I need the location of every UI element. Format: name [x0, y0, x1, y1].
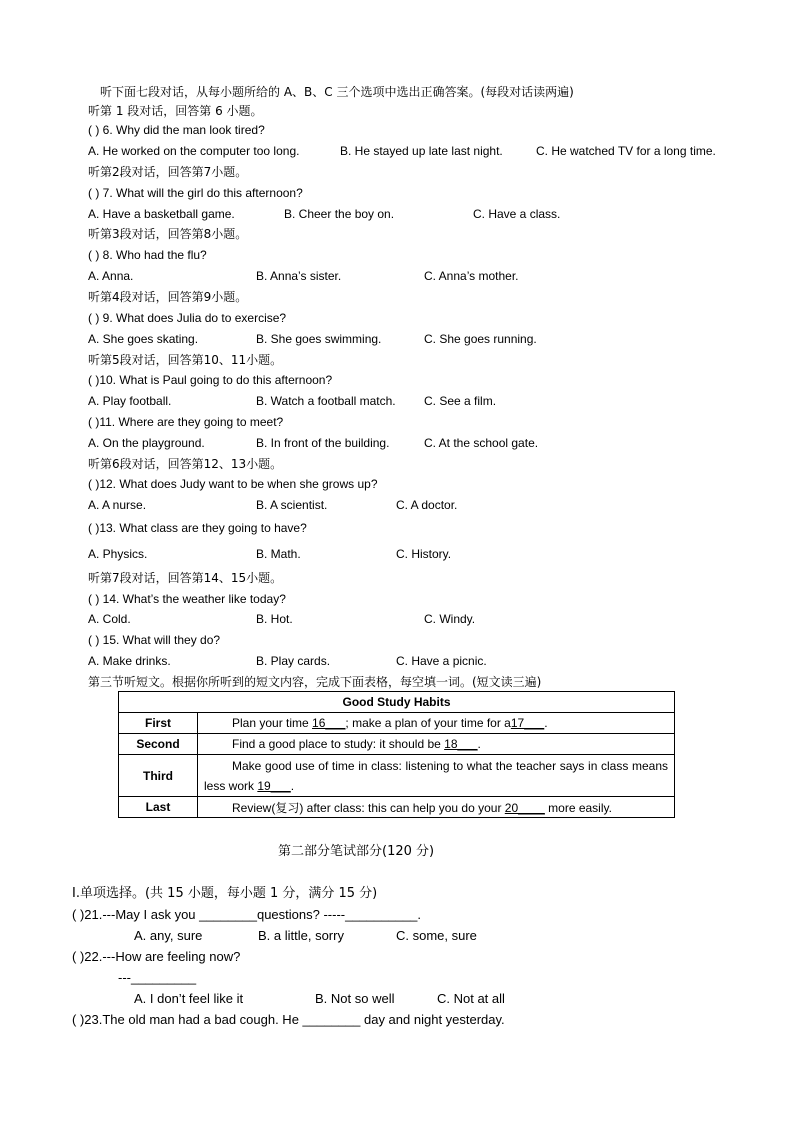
- question-7-option-a: A. Have a basketball game.: [88, 207, 235, 221]
- question-10-option-c: C. See a film.: [424, 394, 497, 408]
- cell-text: more easily.: [544, 800, 612, 815]
- question-13-option-c: C. History.: [396, 547, 452, 561]
- blank-20: 20____: [504, 800, 545, 815]
- question-22-option-a: A. I don’t feel like it: [134, 991, 244, 1006]
- cell-text: .: [290, 778, 295, 793]
- dialogue-6-heading: 听第6段对话，回答第12、13小题。: [88, 457, 283, 471]
- cell-text: .: [477, 737, 481, 751]
- row-value-last: [198, 797, 675, 818]
- question-13-option-a: A. Physics.: [88, 547, 148, 561]
- question-10-option-a: A. Play football.: [88, 394, 172, 408]
- study-habits-table: [118, 691, 675, 818]
- section-1-heading: I.单项选择。(共 15 小题，每小题 1 分，满分 15 分): [72, 886, 378, 901]
- dialogue-2-heading: 听第2段对话，回答第7小题。: [88, 165, 248, 179]
- dialogue-7-heading: 听第7段对话，回答第14、15小题。: [88, 571, 283, 585]
- row-value-first: [198, 713, 675, 734]
- question-10-option-b: B. Watch a football match.: [256, 394, 396, 408]
- question-21-option-a: A. any, sure: [134, 928, 203, 943]
- table-row: [119, 692, 675, 713]
- row-key-third: Third: [119, 755, 198, 797]
- question-6-option-c: C. He watched TV for a long time.: [536, 144, 716, 158]
- question-15-option-b: B. Play cards.: [256, 654, 331, 668]
- table-row: [119, 755, 675, 797]
- question-8: ( ) 8. Who had the flu?: [88, 248, 207, 262]
- question-15-option-c: C. Have a picnic.: [396, 654, 487, 668]
- written-part-title: 第二部分笔试部分(120 分): [278, 844, 435, 859]
- question-9-option-c: C. She goes running.: [424, 332, 537, 346]
- question-11-option-c: C. At the school gate.: [424, 436, 539, 450]
- question-6: ( ) 6. Why did the man look tired?: [88, 123, 265, 137]
- dialogue-5-heading: 听第5段对话，回答第10、11小题。: [88, 353, 283, 367]
- question-23: ( )23.The old man had a bad cough. He ________ day and night yesterday.: [72, 1012, 505, 1027]
- row-key-first: First: [119, 713, 198, 734]
- cell-text: ; make a plan of your time for a: [345, 716, 511, 730]
- question-21-option-b: B. a little, sorry: [258, 928, 344, 943]
- row-value-second: [198, 734, 675, 755]
- question-12: ( )12. What does Judy want to be when she grows up?: [88, 477, 378, 491]
- question-10: ( )10. What is Paul going to do this afternoon?: [88, 373, 333, 387]
- question-21-option-c: C. some, sure: [396, 928, 477, 943]
- question-11-option-a: A. On the playground.: [88, 436, 205, 450]
- question-9-option-b: B. She goes swimming.: [256, 332, 382, 346]
- question-7-option-c: C. Have a class.: [473, 207, 561, 221]
- question-8-option-c: C. Anna’s mother.: [424, 269, 519, 283]
- table-title: Good Study Habits: [119, 692, 675, 713]
- question-14-option-b: B. Hot.: [256, 612, 293, 626]
- question-12-option-b: B. A scientist.: [256, 498, 328, 512]
- question-14-option-c: C. Windy.: [424, 612, 476, 626]
- section-3-instruction: 第三节听短文。根据你所听到的短文内容，完成下面表格，每空填一词。(短文读三遍): [88, 675, 542, 689]
- row-value-third: [198, 755, 675, 797]
- question-22-option-b: B. Not so well: [315, 991, 395, 1006]
- dialogue-3-heading: 听第3段对话，回答第8小题。: [88, 227, 248, 241]
- table-row: [119, 713, 675, 734]
- question-6-option-b: B. He stayed up late last night.: [340, 144, 503, 158]
- question-13: ( )13. What class are they going to have?: [88, 521, 307, 535]
- question-9-option-a: A. She goes skating.: [88, 332, 199, 346]
- question-11-option-b: B. In front of the building.: [256, 436, 390, 450]
- listening-instruction: 听下面七段对话，从每小题所给的 A、B、C 三个选项中选出正确答案。(每段对话读两遍): [100, 85, 574, 99]
- row-key-last: Last: [119, 797, 198, 818]
- cell-text: Plan your time: [232, 716, 313, 730]
- question-8-option-b: B. Anna’s sister.: [256, 269, 342, 283]
- question-11: ( )11. Where are they going to meet?: [88, 415, 284, 429]
- cell-text: .: [544, 716, 548, 730]
- question-22-blank: ---_________: [118, 970, 197, 985]
- question-7: ( ) 7. What will the girl do this afternoon?: [88, 186, 303, 200]
- question-13-option-b: B. Math.: [256, 547, 301, 561]
- question-8-option-a: A. Anna.: [88, 269, 134, 283]
- question-7-option-b: B. Cheer the boy on.: [284, 207, 395, 221]
- question-14: ( ) 14. What’s the weather like today?: [88, 592, 286, 606]
- question-6-option-a: A. He worked on the computer too long.: [88, 144, 300, 158]
- question-15: ( ) 15. What will they do?: [88, 633, 221, 647]
- question-22-option-c: C. Not at all: [437, 991, 505, 1006]
- blank-18: 18___: [444, 737, 478, 751]
- cell-text: Review(复习) after class: this can help you do your: [232, 800, 505, 815]
- dialogue-1-heading: 听第 1 段对话，回答第 6 小题。: [88, 104, 263, 118]
- cell-text: Make good use of time in class: listening to what the teacher says in class means less work: [204, 758, 668, 793]
- blank-17: 17___: [510, 716, 545, 730]
- question-9: ( ) 9. What does Julia do to exercise?: [88, 311, 287, 325]
- question-14-option-a: A. Cold.: [88, 612, 131, 626]
- blank-16: 16___: [312, 716, 346, 730]
- question-12-option-a: A. A nurse.: [88, 498, 147, 512]
- blank-19: 19___: [257, 778, 291, 793]
- question-21: ( )21.---May I ask you ________questions? -----__________.: [72, 907, 422, 922]
- table-row: [119, 797, 675, 818]
- row-key-second: Second: [119, 734, 198, 755]
- question-15-option-a: A. Make drinks.: [88, 654, 171, 668]
- cell-text: Find a good place to study: it should be: [232, 737, 445, 751]
- question-12-option-c: C. A doctor.: [396, 498, 458, 512]
- table-row: [119, 734, 675, 755]
- question-22: ( )22.---How are feeling now?: [72, 949, 241, 964]
- dialogue-4-heading: 听第4段对话，回答第9小题。: [88, 290, 248, 304]
